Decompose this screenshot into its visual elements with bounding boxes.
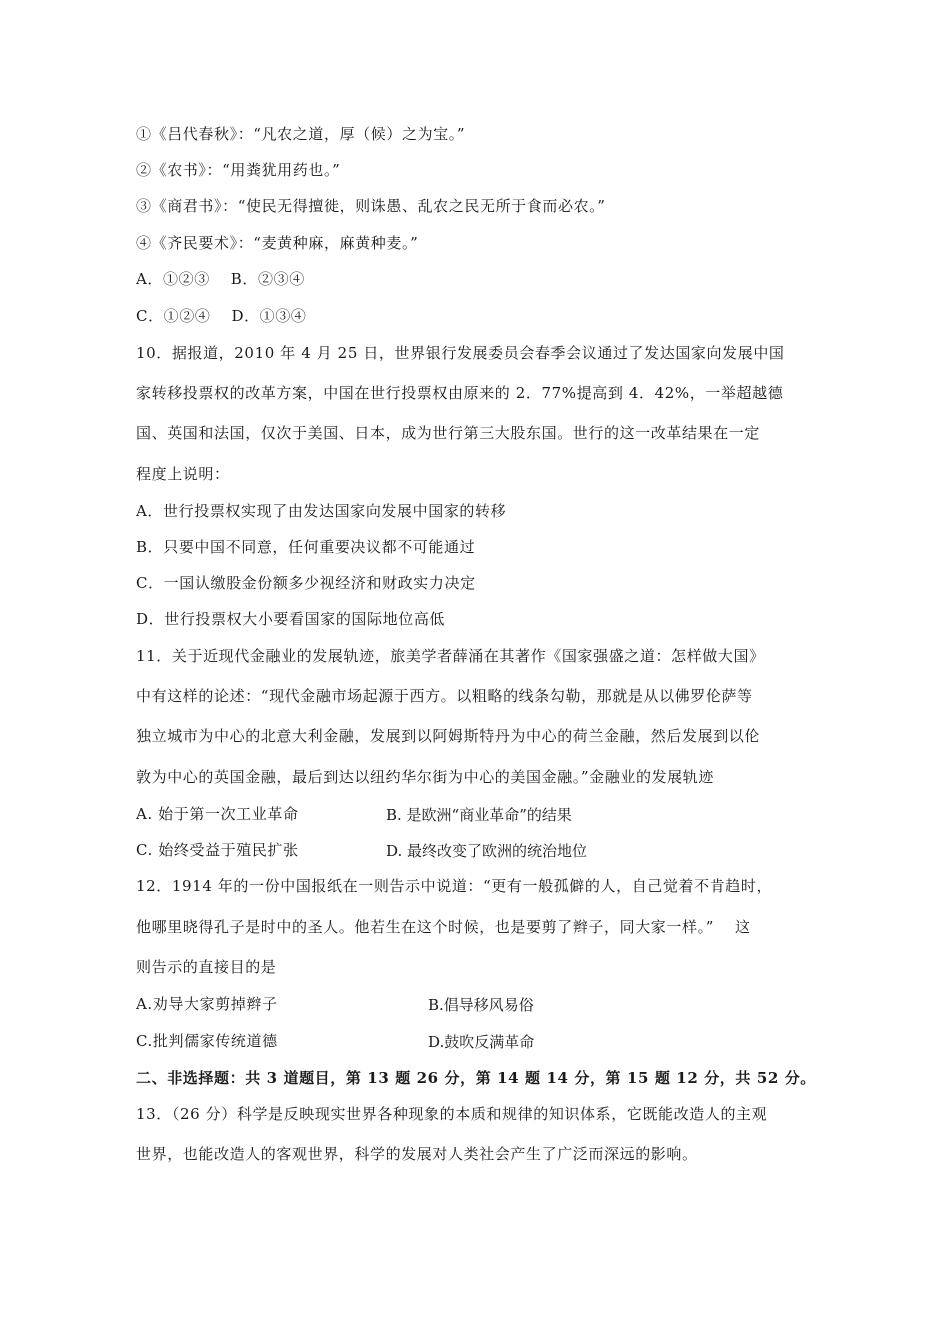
q9-options-cd: C．①②④ D．①③④ (136, 307, 307, 325)
q12-option-d: D.鼓吹反满革命 (428, 1033, 535, 1051)
q12-text-line: 则告示的直接目的是 (136, 958, 277, 976)
q11-text-line: 中有这样的论述：“现代金融市场起源于西方。以粗略的线条勾勒，那就是从以佛罗伦萨等 (136, 687, 753, 705)
q13-text-line: 13．（26 分）科学是反映现实世界各种现象的本质和规律的知识体系，它既能改造人的主观 (136, 1105, 768, 1123)
q12-text-line: 他哪里晓得孔子是时中的圣人。他若生在这个时候，也是要剪了辫子，同大家一样。” 这 (136, 918, 751, 936)
q12-option-a: A.劝导大家剪掉辫子 (136, 995, 278, 1013)
q11-option-d: D. 最终改变了欧洲的统治地位 (386, 842, 588, 860)
q9-item-3: ③《商君书》：“使民无得擅徙，则诛愚、乱农之民无所于食而必农。” (136, 197, 606, 215)
q10-text-line: 国、英国和法国，仅次于美国、日本，成为世行第三大股东国。世行的这一改革结果在一定 (136, 424, 761, 442)
q9-item-4: ④《齐民要术》：“麦黄种麻，麻黄种麦。” (136, 234, 419, 252)
q10-option-d: D．世行投票权大小要看国家的国际地位高低 (136, 610, 446, 628)
q10-option-b: B．只要中国不同意，任何重要决议都不可能通过 (136, 538, 476, 556)
q9-item-1: ①《吕代春秋》：“凡农之道，厚（候）之为宝。” (136, 125, 466, 143)
q13-text-line: 世界，也能改造人的客观世界，科学的发展对人类社会产生了广泛而深远的影响。 (136, 1145, 698, 1163)
q12-option-b: B.倡导移风易俗 (428, 996, 534, 1014)
q11-text-line: 独立城市为中心的北意大利金融，发展到以阿姆斯特丹为中心的荷兰金融，然后发展到以伦 (136, 727, 761, 745)
q11-option-a: A. 始于第一次工业革命 (136, 805, 299, 823)
q11-text-line: 11．关于近现代金融业的发展轨迹，旅美学者薛涌在其著作《国家强盛之道：怎样做大国》 (136, 647, 765, 665)
q11-text-line: 敦为中心的英国金融，最后到达以纽约华尔街为中心的美国金融。”金融业的发展轨迹 (136, 768, 714, 786)
q10-text-line: 程度上说明： (136, 465, 230, 483)
q11-option-b: B. 是欧洲“商业革命”的结果 (386, 806, 572, 824)
q11-option-c: C. 始终受益于殖民扩张 (136, 841, 299, 859)
q10-text-line: 家转移投票权的改革方案，中国在世行投票权由原来的 2．77%提高到 4．42%，一举超越德 (136, 384, 784, 402)
q12-option-c: C.批判儒家传统道德 (136, 1032, 278, 1050)
q9-options-ab: A．①②③ B．②③④ (136, 270, 305, 288)
q9-item-2: ②《农书》：“用粪犹用药也。” (136, 161, 341, 179)
q10-option-a: A．世行投票权实现了由发达国家向发展中国家的转移 (136, 502, 507, 520)
q12-text-line: 12．1914 年的一份中国报纸在一则告示中说道：“更有一般孤僻的人，自己觉着不肯趋时， (136, 877, 773, 895)
section-heading: 二、非选择题：共 3 道题目，第 13 题 26 分，第 14 题 14 分，第 15 题 12 分，共 52 分。 (136, 1069, 816, 1087)
q10-text-line: 10．据报道，2010 年 4 月 25 日，世界银行发展委员会春季会议通过了发达国家向发展中国 (136, 344, 785, 362)
q10-option-c: C．一国认缴股金份额多少视经济和财政实力决定 (136, 574, 476, 592)
